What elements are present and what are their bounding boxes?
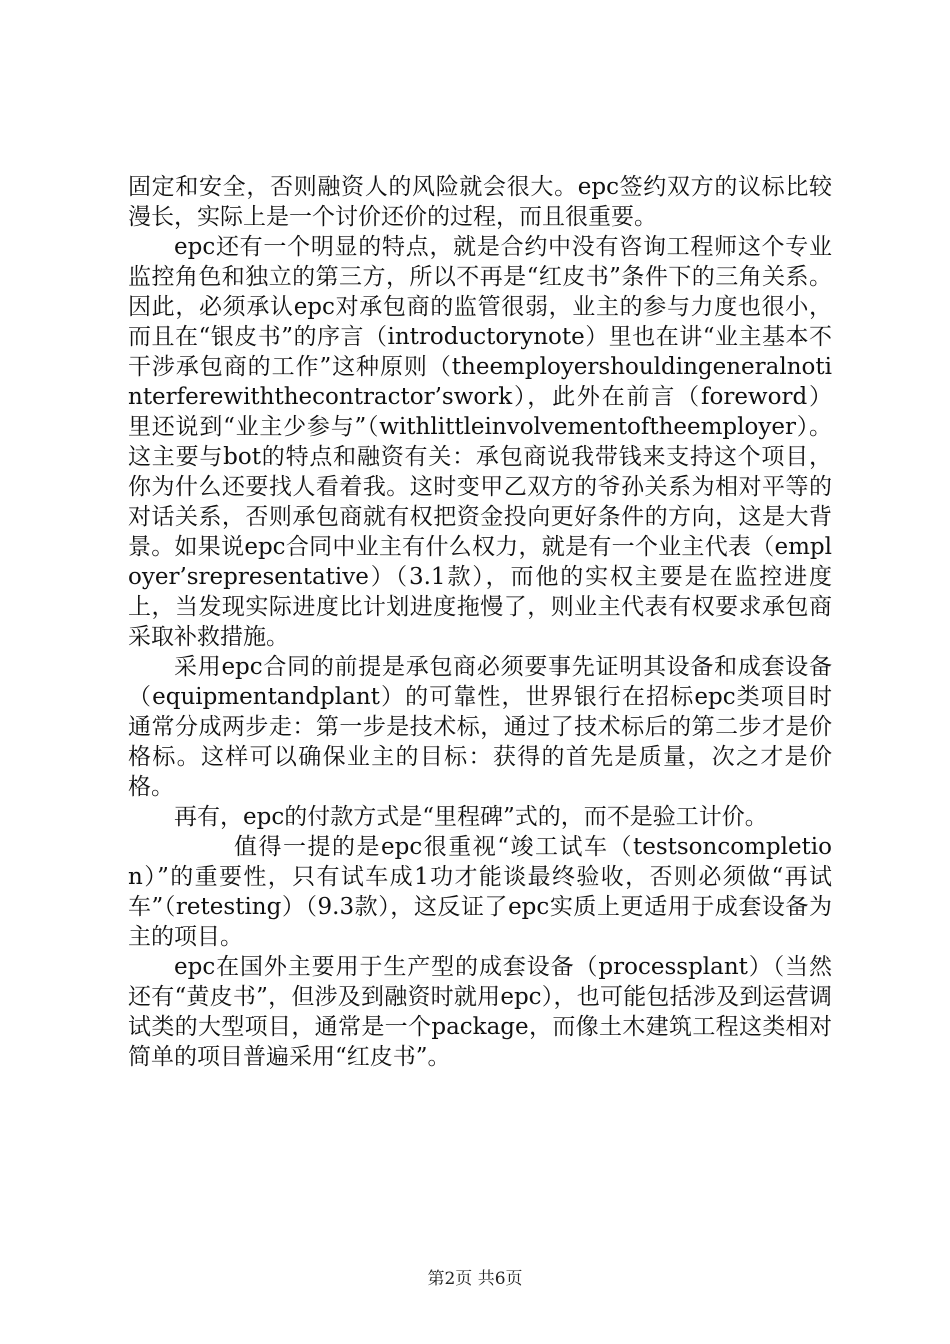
paragraph-1: 固定和安全，否则融资人的风险就会很大。epc签约双方的议标比较漫长，实际上是一个讨价还价的过程，而且很重要。 [128, 174, 832, 230]
paragraph-5: 值得一提的是epc很重视“竣工试车（testsoncompletion）”的重要性，只有试车成1功才能谈最终验收，否则必须做“再试车”（retesting）（9.3款），这反证了epc实质上更适用于成套设备为主的项目。 [128, 834, 832, 950]
paragraph-3: 采用epc合同的前提是承包商必须要事先证明其设备和成套设备（equipmentandplant）的可靠性，世界银行在招标epc类项目时通常分成两步走：第一步是技术标，通过了技术标后的第二步才是价格标。这样可以确保业主的目标：获得的首先是质量，次之才是价格。 [128, 654, 832, 800]
document-body [128, 172, 832, 1072]
paragraph-4: 再有，epc的付款方式是“里程碑”式的，而不是验工计价。 [174, 804, 768, 830]
paragraph-2: epc还有一个明显的特点，就是合约中没有咨询工程师这个专业监控角色和独立的第三方，所以不再是“红皮书”条件下的三角关系。因此，必须承认epc对承包商的监管很弱，业主的参与力度也很小，而且在“银皮书”的序言（introductorynote）里也在讲“业主基本不干涉承包商的工作”这种原则（theemployershouldingeneralnotinterferewiththecontractor’swork），此外在前言（foreword）里还说到“业主少参与”（withlittleinvolvementoftheemployer）。这主要与bot的特点和融资有关：承包商说我带钱来支持这个项目，你为什么还要找人看着我。这时变甲乙双方的爷孙关系为相对平等的对话关系，否则承包商就有权把资金投向更好条件的方向，这是大背景。如果说epc合同中业主有什么权力，就是有一个业主代表（employer’srepresentative）（3.1款），而他的实权主要是在监控进度上，当发现实际进度比计划进度拖慢了，则业主代表有权要求承包商采取补救措施。 [128, 234, 832, 650]
page-number: 第2页 共6页 [427, 1269, 523, 1289]
paragraph-6: epc在国外主要用于生产型的成套设备（processplant）（当然还有“黄皮书”，但涉及到融资时就用epc），也可能包括涉及到运营调试类的大型项目，通常是一个package，而像土木建筑工程这类相对简单的项目普遍采用“红皮书”。 [128, 954, 832, 1070]
